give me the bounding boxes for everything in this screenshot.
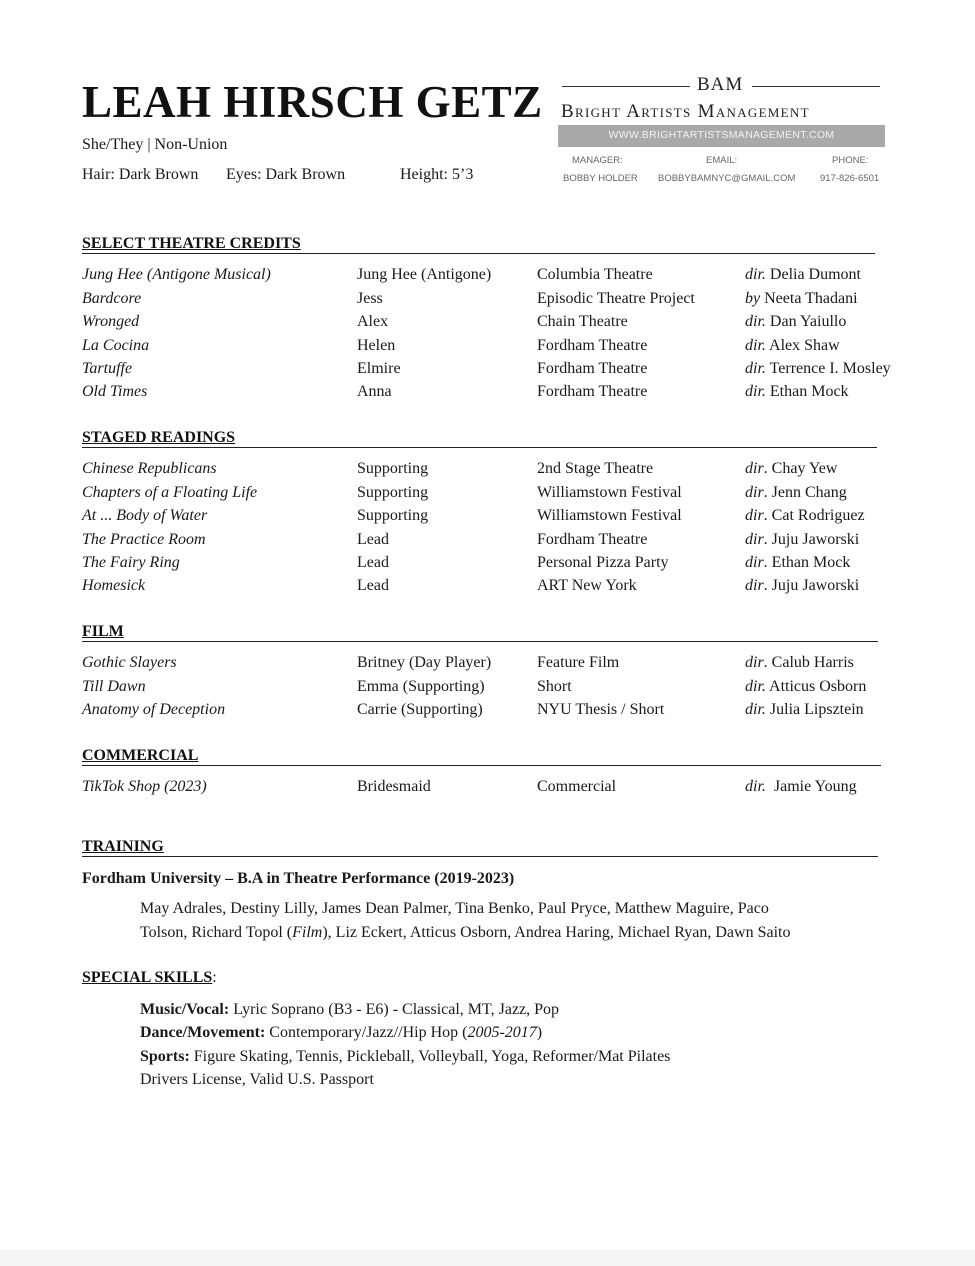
credit-role: Emma (Supporting)	[357, 678, 485, 695]
skill-other: Drivers License, Valid U.S. Passport	[140, 1071, 374, 1088]
credit-venue: Personal Pizza Party	[537, 554, 669, 571]
credit-role: Jess	[357, 290, 383, 307]
agency-full-name: Bright Artists Management	[561, 101, 810, 122]
logo-rule-left	[562, 86, 690, 87]
credit-title: Wronged	[82, 313, 140, 330]
credit-role: Alex	[357, 313, 389, 330]
credit-row	[0, 313, 975, 335]
credit-venue: Fordham Theatre	[537, 360, 648, 377]
credit-venue: 2nd Stage Theatre	[537, 460, 654, 477]
credit-role: Lead	[357, 554, 389, 571]
section-rule	[82, 253, 875, 254]
credit-row	[0, 383, 975, 405]
section-title-readings: STAGED READINGS	[82, 429, 236, 446]
credit-venue: Williamstown Festival	[537, 484, 682, 501]
credit-row	[0, 360, 975, 382]
credit-role: Helen	[357, 337, 396, 354]
credit-venue: Episodic Theatre Project	[537, 290, 695, 307]
credit-director: dir. Calub Harris	[745, 654, 854, 671]
agency-abbr: BAM	[697, 74, 744, 95]
email-label: EMAIL:	[706, 155, 738, 166]
section-rule	[82, 447, 877, 448]
credit-role: Supporting	[357, 460, 429, 477]
credit-row	[0, 460, 975, 482]
pronouns-union: She/They | Non-Union	[82, 136, 228, 153]
credit-venue: Commercial	[537, 778, 617, 795]
credit-row	[0, 554, 975, 576]
credit-title: Chinese Republicans	[82, 460, 217, 477]
credit-row	[0, 337, 975, 359]
credit-director: dir. Jamie Young	[745, 778, 857, 795]
credit-title: Tartuffe	[82, 360, 133, 377]
credit-title: The Practice Room	[82, 531, 206, 548]
credit-row	[0, 678, 975, 700]
credit-director: dir. Juju Jaworski	[745, 577, 860, 594]
section-title-theatre: SELECT THEATRE CREDITS	[82, 235, 301, 252]
credit-director: dir. Delia Dumont	[745, 266, 861, 283]
credit-row	[0, 507, 975, 529]
credit-director: dir. Atticus Osborn	[745, 678, 867, 695]
credit-role: Supporting	[357, 507, 429, 524]
credit-row	[0, 484, 975, 506]
credit-director: dir. Alex Shaw	[745, 337, 840, 354]
agency-url[interactable]: WWW.BRIGHTARTISTSMANAGEMENT.COM	[608, 129, 835, 141]
credit-title: TikTok Shop (2023)	[82, 778, 207, 795]
credit-title: Chapters of a Floating Life	[82, 484, 258, 501]
credit-title: Gothic Slayers	[82, 654, 177, 671]
credit-role: Carrie (Supporting)	[357, 701, 483, 718]
skill-dance: Dance/Movement: Contemporary/Jazz//Hip Hop (2005-2017)	[140, 1024, 543, 1041]
section-rule	[82, 856, 878, 857]
credit-venue: Fordham Theatre	[537, 531, 648, 548]
manager-phone: 917-826-6501	[820, 173, 880, 184]
credit-role: Bridesmaid	[357, 778, 431, 795]
credit-role: Britney (Day Player)	[357, 654, 492, 671]
credit-director: dir. Juju Jaworski	[745, 531, 860, 548]
credit-role: Lead	[357, 531, 389, 548]
credit-row	[0, 266, 975, 288]
section-rule	[82, 641, 878, 642]
credit-role: Anna	[357, 383, 392, 400]
height: Height: 5’3	[400, 166, 474, 183]
credit-director: dir. Ethan Mock	[745, 383, 849, 400]
credit-title: La Cocina	[82, 337, 150, 354]
training-teachers-line-2: Tolson, Richard Topol (Film), Liz Eckert, Atticus Osborn, Andrea Haring, Michael Ryan, Dawn Saito	[140, 924, 791, 941]
section-rule	[82, 765, 881, 766]
credit-director: by Neeta Thadani	[745, 290, 858, 307]
page-bottom-edge	[0, 1250, 975, 1266]
credit-venue: Chain Theatre	[537, 313, 628, 330]
credit-venue: NYU Thesis / Short	[537, 701, 665, 718]
phone-label: PHONE:	[832, 155, 869, 166]
credit-title: Till Dawn	[82, 678, 146, 695]
section-title-training: TRAINING	[82, 838, 164, 855]
credit-director: dir. Jenn Chang	[745, 484, 847, 501]
manager-label: MANAGER:	[572, 155, 623, 166]
credit-director: dir. Cat Rodriguez	[745, 507, 865, 524]
credit-venue: Williamstown Festival	[537, 507, 682, 524]
skill-sports: Sports: Figure Skating, Tennis, Pickleball, Volleyball, Yoga, Reformer/Mat Pilates	[140, 1048, 671, 1065]
credit-director: dir. Dan Yaiullo	[745, 313, 847, 330]
section-title-commercial: COMMERCIAL	[82, 747, 199, 764]
credit-venue: Fordham Theatre	[537, 337, 648, 354]
credit-role: Supporting	[357, 484, 429, 501]
logo-rule-right	[752, 86, 880, 87]
credit-row	[0, 577, 975, 599]
credit-title: Jung Hee (Antigone Musical)	[82, 266, 271, 283]
manager-email[interactable]: BOBBYBAMNYC@GMAIL.COM	[658, 173, 796, 184]
credit-title: At ... Body of Water	[82, 507, 208, 524]
manager-name: BOBBY HOLDER	[563, 173, 638, 184]
credit-role: Lead	[357, 577, 389, 594]
credit-venue: Columbia Theatre	[537, 266, 653, 283]
credit-venue: Feature Film	[537, 654, 620, 671]
credit-venue: ART New York	[537, 577, 637, 594]
credit-director: dir. Julia Lipsztein	[745, 701, 864, 718]
credit-role: Elmire	[357, 360, 401, 377]
credit-row	[0, 778, 975, 800]
eye-color: Eyes: Dark Brown	[226, 166, 346, 183]
credit-row	[0, 290, 975, 312]
hair-color: Hair: Dark Brown	[82, 166, 199, 183]
credit-venue: Fordham Theatre	[537, 383, 648, 400]
credit-row	[0, 701, 975, 723]
credit-title: Old Times	[82, 383, 148, 400]
credit-director: dir. Terrence I. Mosley	[745, 360, 891, 377]
credit-row	[0, 654, 975, 676]
credit-director: dir. Chay Yew	[745, 460, 838, 477]
section-title-film: FILM	[82, 623, 124, 640]
credit-venue: Short	[537, 678, 572, 695]
training-school: Fordham University – B.A in Theatre Performance (2019-2023)	[82, 870, 515, 887]
credit-title: Homesick	[82, 577, 146, 594]
credit-role: Jung Hee (Antigone)	[357, 266, 492, 283]
credit-director: dir. Ethan Mock	[745, 554, 851, 571]
credit-title: The Fairy Ring	[82, 554, 180, 571]
section-title-skills: SPECIAL SKILLS:	[82, 969, 217, 986]
credit-row	[0, 531, 975, 553]
actor-name: LEAH HIRSCH GETZ	[82, 77, 543, 127]
credit-title: Anatomy of Deception	[82, 701, 226, 718]
credit-title: Bardcore	[82, 290, 142, 307]
training-teachers-line-1: May Adrales, Destiny Lilly, James Dean Palmer, Tina Benko, Paul Pryce, Matthew Maguire, Paco	[140, 900, 769, 917]
skill-music: Music/Vocal: Lyric Soprano (B3 - E6) - Classical, MT, Jazz, Pop	[140, 1001, 560, 1018]
